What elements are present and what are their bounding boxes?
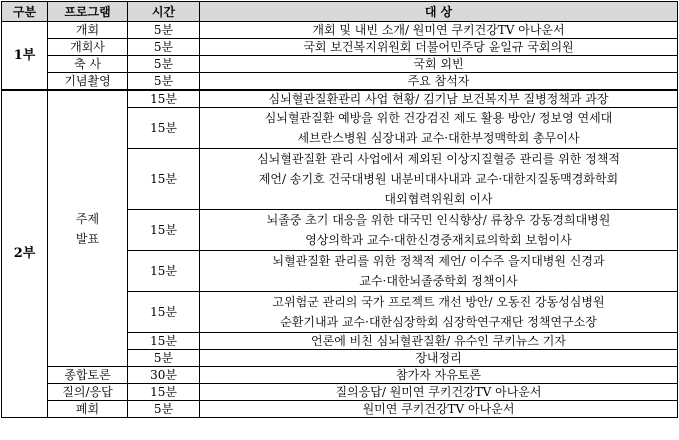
time-cell: 15분 <box>128 333 200 350</box>
time-cell: 5분 <box>128 39 200 56</box>
detail-cell: 국회 외빈 <box>200 56 678 73</box>
header-time: 시간 <box>128 2 200 22</box>
schedule-table <box>1 1 678 418</box>
detail-cell <box>200 210 678 251</box>
time-cell: 5분 <box>128 401 200 418</box>
table-row <box>2 90 678 108</box>
topic-presentation-label <box>48 90 128 367</box>
detail-cell: 장내정리 <box>200 350 678 367</box>
time-cell: 5분 <box>128 56 200 73</box>
program-cell: 개회사 <box>48 39 128 56</box>
detail-cell: 원미연 쿠키건강TV 아나운서 <box>200 401 678 418</box>
detail-cell <box>200 251 678 292</box>
schedule-wrapper <box>1 1 678 418</box>
time-cell: 15분 <box>128 210 200 251</box>
detail-cell: 심뇌혈관질환관리 사업 현황/ 김기남 보건복지부 질병정책과 과장 <box>200 90 678 108</box>
topic-label-line2: 발표 <box>75 231 100 246</box>
detail-cell: 국회 보건복지위원회 더불어민주당 윤일규 국회의원 <box>200 39 678 56</box>
time-cell: 15분 <box>128 384 200 401</box>
table-row <box>2 39 678 56</box>
detail-cell <box>200 149 678 210</box>
time-cell: 15분 <box>128 251 200 292</box>
program-cell: 종합토론 <box>48 367 128 384</box>
detail-cell: 참가자 자유토론 <box>200 367 678 384</box>
time-cell: 15분 <box>128 292 200 333</box>
detail-line: 뇌졸중 초기 대응을 위한 대국민 인식향상/ 류창우 강동경희대병원 <box>266 213 611 227</box>
part2-label: 2부 <box>2 90 48 418</box>
table-row <box>2 401 678 418</box>
detail-line: 제언/ 송기호 건국대병원 내분비대사내과 교수·대한지질동맥경화학회 <box>258 172 619 186</box>
detail-line: 심뇌혈관질환 관리 사업에서 제외된 이상지질혈증 관리를 위한 정책적 <box>257 152 620 166</box>
header-program: 프로그램 <box>48 2 128 22</box>
detail-line: 고위험군 관리의 국가 프로젝트 개선 방안/ 오동진 강동성심병원 <box>272 295 605 309</box>
time-cell: 5분 <box>128 22 200 39</box>
program-cell: 개회 <box>48 22 128 39</box>
detail-cell: 언론에 비친 심뇌혈관질환/ 유수인 쿠키뉴스 기자 <box>200 333 678 350</box>
topic-label-line1: 주제 <box>75 211 100 226</box>
time-cell: 5분 <box>128 350 200 367</box>
detail-cell <box>200 108 678 149</box>
detail-line: 심뇌혈관질환 예방을 위한 건강검진 제도 활용 방안/ 정보영 연세대 <box>264 111 613 125</box>
table-row <box>2 22 678 39</box>
header-row <box>2 2 678 22</box>
detail-line: 대외협력위원회 이사 <box>384 192 493 206</box>
detail-line: 뇌혈관질환 관리를 위한 정책적 제언/ 이수주 을지대병원 신경과 <box>272 254 605 268</box>
program-cell: 질의/응답 <box>48 384 128 401</box>
header-category: 구분 <box>2 2 48 22</box>
detail-line: 영상의학과 교수·대한신경중재치료의학회 보험이사 <box>305 233 572 247</box>
time-cell: 15분 <box>128 90 200 108</box>
table-row <box>2 73 678 91</box>
detail-cell: 질의응답/ 원미연 쿠키건강TV 아나운서 <box>200 384 678 401</box>
time-cell: 15분 <box>128 108 200 149</box>
detail-cell <box>200 292 678 333</box>
table-row <box>2 56 678 73</box>
program-cell: 폐회 <box>48 401 128 418</box>
table-row <box>2 384 678 401</box>
program-cell: 축 사 <box>48 56 128 73</box>
detail-line: 순환기내과 교수·대한심장학회 심장학연구재단 정책연구소장 <box>280 315 597 329</box>
header-target: 대 상 <box>200 2 678 22</box>
detail-line: 교수·대한뇌졸중학회 정책이사 <box>359 274 518 288</box>
time-cell: 15분 <box>128 149 200 210</box>
detail-cell: 주요 참석자 <box>200 73 678 91</box>
part1-label: 1부 <box>2 22 48 91</box>
detail-line: 세브란스병원 심장내과 교수·대한부정맥학회 총무이사 <box>297 131 580 145</box>
table-row <box>2 367 678 384</box>
program-cell: 기념촬영 <box>48 73 128 91</box>
time-cell: 5분 <box>128 73 200 91</box>
time-cell: 30분 <box>128 367 200 384</box>
detail-cell: 개회 및 내빈 소개/ 원미연 쿠키건강TV 아나운서 <box>200 22 678 39</box>
